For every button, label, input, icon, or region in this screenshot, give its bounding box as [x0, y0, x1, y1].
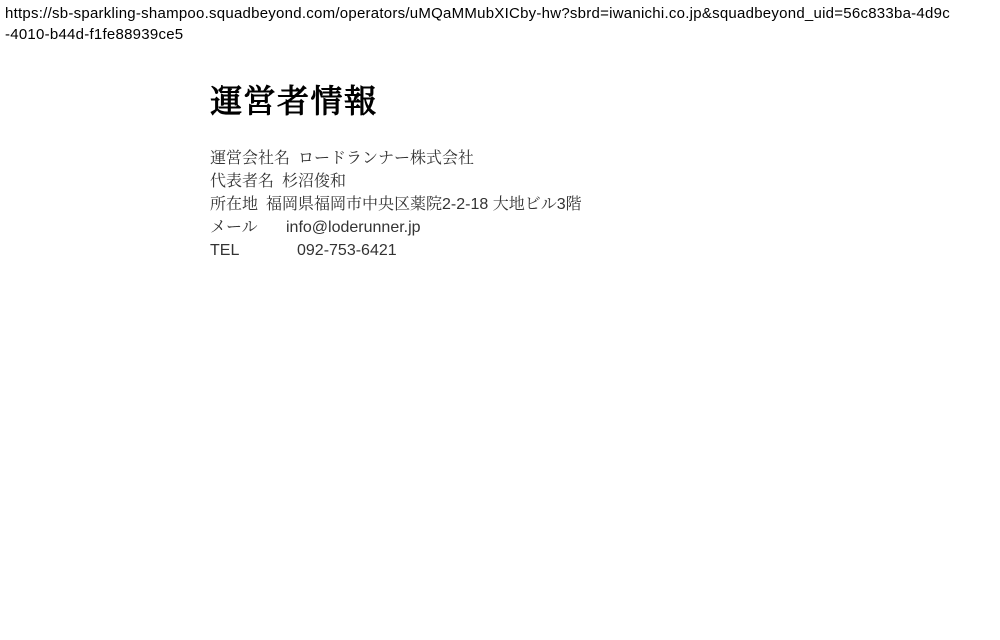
company-name-label: 運営会社名	[210, 150, 291, 167]
address-value: 福岡県福岡市中央区薬院2-2-18 大地ビル3階	[266, 196, 582, 213]
email-label: メール	[210, 219, 258, 236]
info-row-tel	[210, 239, 582, 262]
address-label: 所在地	[210, 196, 259, 213]
tel-label: TEL	[210, 242, 240, 259]
info-row-representative	[210, 170, 582, 193]
email-value: info@loderunner.jp	[286, 219, 421, 236]
representative-value: 杉沼俊和	[282, 173, 347, 190]
page-title: 運営者情報	[210, 83, 378, 119]
page-url-text: https://sb-sparkling-shampoo.squadbeyond.com/operators/uMQaMMubXICby-hw?sbrd=iwanichi.co.jp&squadbeyond_uid=56c833ba-4d9c-4010-b44d-f1fe88939ce5	[5, 5, 950, 43]
representative-label: 代表者名	[210, 173, 275, 190]
tel-value: 092-753-6421	[297, 242, 397, 259]
operator-info-list	[210, 147, 582, 262]
info-row-company	[210, 147, 582, 170]
company-name-value: ロードランナー株式会社	[298, 150, 475, 167]
info-row-address	[210, 193, 582, 216]
info-row-email	[210, 216, 582, 239]
